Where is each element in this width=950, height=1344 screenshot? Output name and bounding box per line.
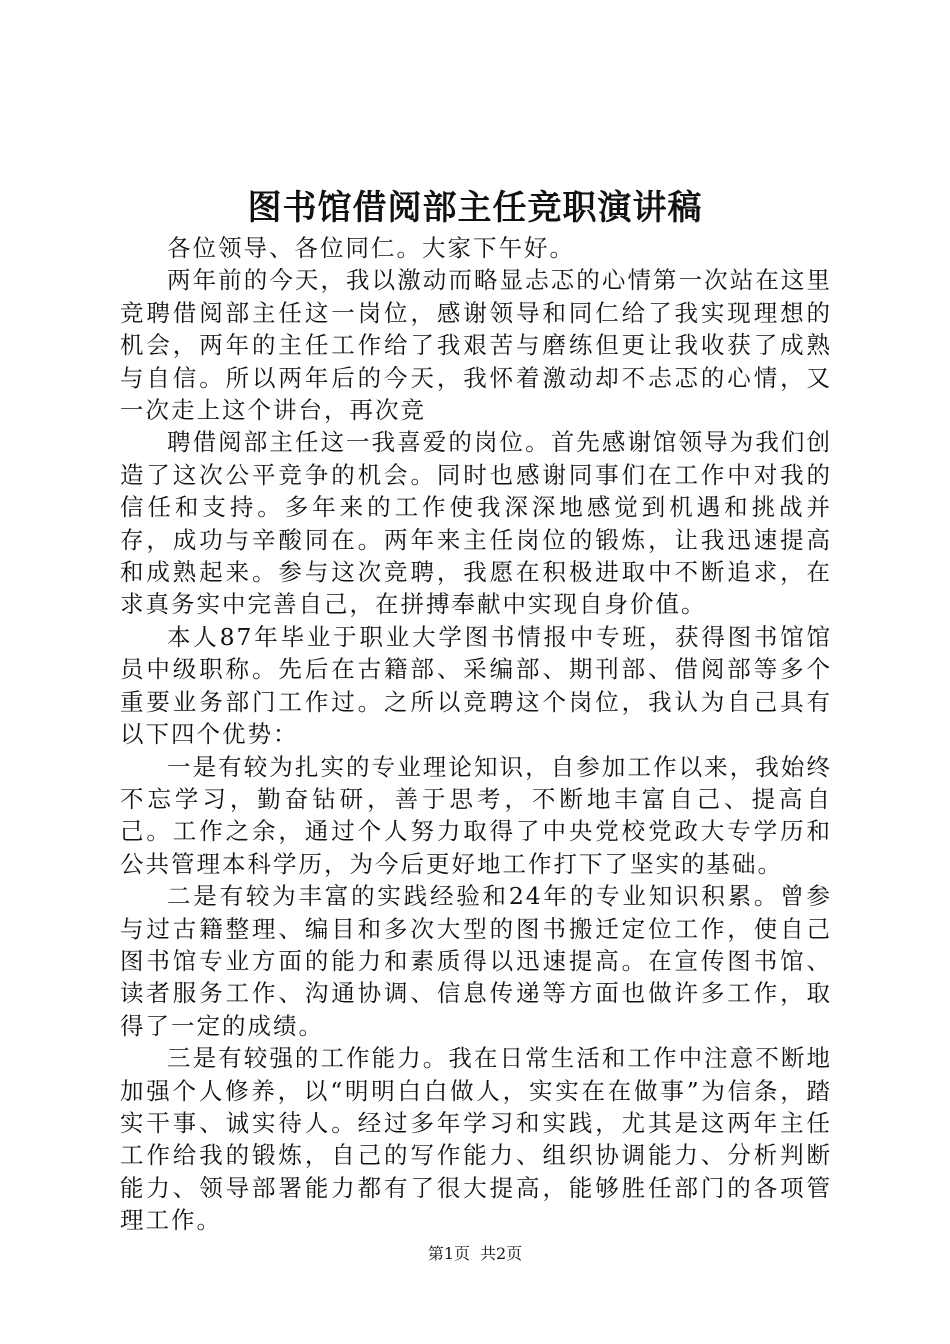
paragraph-background: 本人87年毕业于职业大学图书情报中专班，获得图书馆馆员中级职称。先后在古籍部、采编部、期刊部、借阅部等多个重要业务部门工作过。之所以竞聘这个岗位，我认为自己具有以下四个优势： [120,622,832,749]
paragraph-advantage-2: 二是有较为丰富的实践经验和24年的专业知识积累。曾参与过古籍整理、编目和多次大型的图书搬迁定位工作，使自己图书馆专业方面的能力和素质得以迅速提高。在宣传图书馆、读者服务工作、沟通协调、信息传递等方面也做许多工作，取得了一定的成绩。 [120,882,832,1040]
paragraph-intro: 两年前的今天，我以激动而略显忐忑的心情第一次站在这里竞聘借阅部主任这一岗位，感谢领导和同仁给了我实现理想的机会，两年的主任工作给了我艰苦与磨练但更让我收获了成熟与自信。所以两年后的今天，我怀着激动却不忐忑的心情，又一次走上这个讲台，再次竞 [120,266,832,425]
document-title: 图书馆借阅部主任竞职演讲稿 [247,188,703,228]
paragraph-thanks: 聘借阅部主任这一我喜爱的岗位。首先感谢馆领导为我们创造了这次公平竞争的机会。同时也感谢同事们在工作中对我的信任和支持。多年来的工作使我深深地感觉到机遇和挑战并存，成功与辛酸同在。两年来主任岗位的锻炼，让我迅速提高和成熟起来。参与这次竞聘，我愿在积极进取中不断追求，在求真务实中完善自己，在拼搏奉献中实现自身价值。 [120,428,832,619]
page-number: 第1页 [427,1244,470,1263]
paragraph-greeting: 各位领导、各位同仁。大家下午好。 [167,234,575,262]
paragraph-advantage-1: 一是有较为扎实的专业理论知识，自参加工作以来，我始终不忘学习，勤奋钻研，善于思考，不断地丰富自己、提高自己。工作之余，通过个人努力取得了中央党校党政大专学历和公共管理本科学历，为今后更好地工作打下了坚实的基础。 [120,752,832,878]
paragraph-advantage-3: 三是有较强的工作能力。我在日常生活和工作中注意不断地加强个人修养，以“明明白白做人，实实在在做事”为信条，踏实干事、诚实待人。经过多年学习和实践，尤其是这两年主任工作给我的锻炼，自己的写作能力、组织协调能力、分析判断能力、领导部署能力都有了很大提高，能够胜任部门的各项管理工作。 [120,1044,832,1235]
page-total: 共2页 [480,1244,523,1263]
page-footer [0,1243,950,1265]
document-body [120,232,832,1237]
